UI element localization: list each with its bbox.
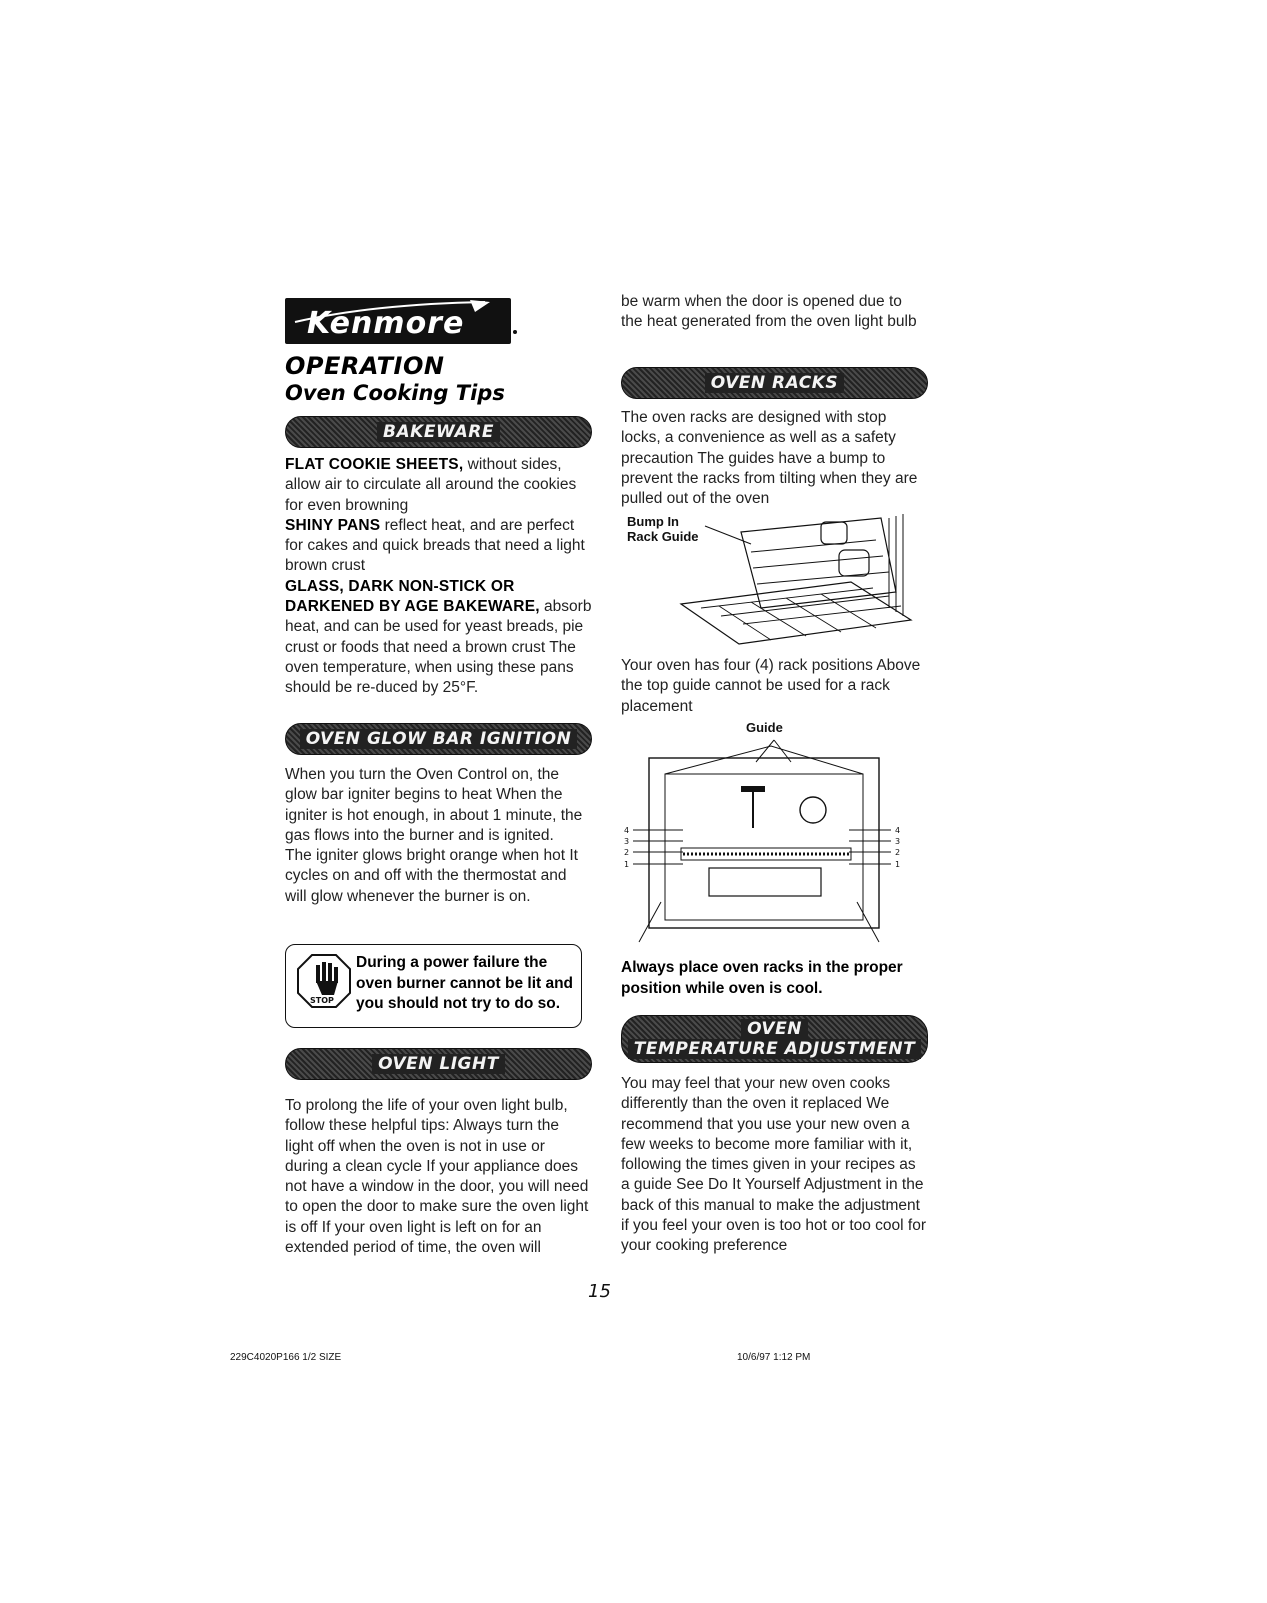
glow-bar-header: OVEN GLOW BAR IGNITION [285, 723, 592, 755]
warning-box [285, 944, 582, 1028]
oven-racks-text: The oven racks are designed with stop locks, a convenience as well as a safety precaution The guides have a bump to prevent the racks from tilting when they are pulled out of the oven [621, 409, 918, 508]
oven-light-header: OVEN LIGHT [285, 1048, 592, 1080]
rack-caution-text: Always place oven racks in the proper position while oven is cool. [621, 959, 903, 997]
guide-label: Guide [746, 720, 783, 735]
logo-dot [513, 330, 517, 334]
temp-adjust-header: OVEN TEMPERATURE ADJUSTMENT [621, 1015, 928, 1063]
rack-number-right-4: 4 [895, 826, 901, 835]
rack-number-left-2: 2 [624, 848, 630, 857]
footer-timestamp: 10/6/97 1:12 PM [737, 1352, 811, 1363]
section-title: OPERATION [285, 352, 445, 380]
glow-bar-para-1: When you turn the Oven Control on, the glow bar igniter begins to heat When the igniter is hot enough, in about 1 minute, the gas flows into the burner and is ignited. [285, 766, 583, 844]
subtitle: Oven Cooking Tips [285, 381, 505, 405]
page-number: 15 [588, 1281, 611, 1302]
rack-number-right-1: 1 [895, 860, 901, 869]
warning-text: During a power failure the oven burner cannot be lit and you should not try to do so. [356, 954, 574, 1012]
rack-positions-text: Your oven has four (4) rack positions Above the top guide cannot be used for a rack placement [621, 657, 921, 715]
rack-guide-figure [621, 512, 926, 652]
brand-name: Kenmore [307, 306, 465, 341]
stop-hand-icon [296, 951, 352, 1015]
stop-label: STOP [310, 996, 334, 1005]
footer-doc-id: 229C4020P166 1/2 SIZE [230, 1352, 342, 1363]
shiny-pans-para: SHINY PANS reflect heat, and are perfect for cakes and quick breads that need a light brown crust [285, 516, 585, 575]
bakeware-header: BAKEWARE [285, 416, 592, 448]
temp-adjust-text: You may feel that your new oven cooks differently than the oven it replaced We recommend that you use your new oven a few weeks to become more familiar with it, following the times given in your recipes as a guide See Do It Yourself Adjustment in the back of this manual to make the adjustment if you feel your oven is too hot or too cool for your cooking preference [621, 1075, 927, 1255]
continued-text: be warm when the door is opened due to the heat generated from the oven light bulb [621, 293, 917, 331]
bump-rack-guide-label: Bump In Rack Guide [627, 514, 699, 544]
oven-light-text [285, 1096, 590, 1258]
rack-number-right-3: 3 [895, 837, 901, 846]
glow-bar-text [285, 765, 590, 907]
oven-light-para: To prolong the life of your oven light bulb, follow these helpful tips: Always turn the light off when the oven is not in use or during a clean cycle If your appliance does not have a window in the door, you will need to open the door to make sure the oven light is off If your oven light is left on for an extended period of time, the oven will [285, 1097, 589, 1257]
rack-number-left-3: 3 [624, 837, 630, 846]
bakeware-text [285, 455, 595, 699]
rack-number-right-2: 2 [895, 848, 901, 857]
flat-cookie-sheets-para: FLAT COOKIE SHEETS, without sides, allow air to circulate all around the cookies for even browning [285, 456, 577, 514]
rack-number-left-1: 1 [624, 860, 630, 869]
rack-number-left-4: 4 [624, 826, 630, 835]
glass-bakeware-para: GLASS, DARK NON-STICK OR DARKENED BY AGE BAKEWARE, absorb heat, and can be used for yeast breads, pie crust or foods that need a brown crust The oven temperature, when using these pans should be re-duced by 25°F. [285, 577, 592, 697]
oven-racks-header: OVEN RACKS [621, 367, 928, 399]
kenmore-logo [285, 298, 511, 344]
glow-bar-para-2: The igniter glows bright orange when hot It cycles on and off with the thermostat and will glow whenever the burner is on. [285, 847, 578, 905]
rack-positions-figure [621, 718, 926, 950]
oven-rack-illustration [621, 718, 926, 950]
